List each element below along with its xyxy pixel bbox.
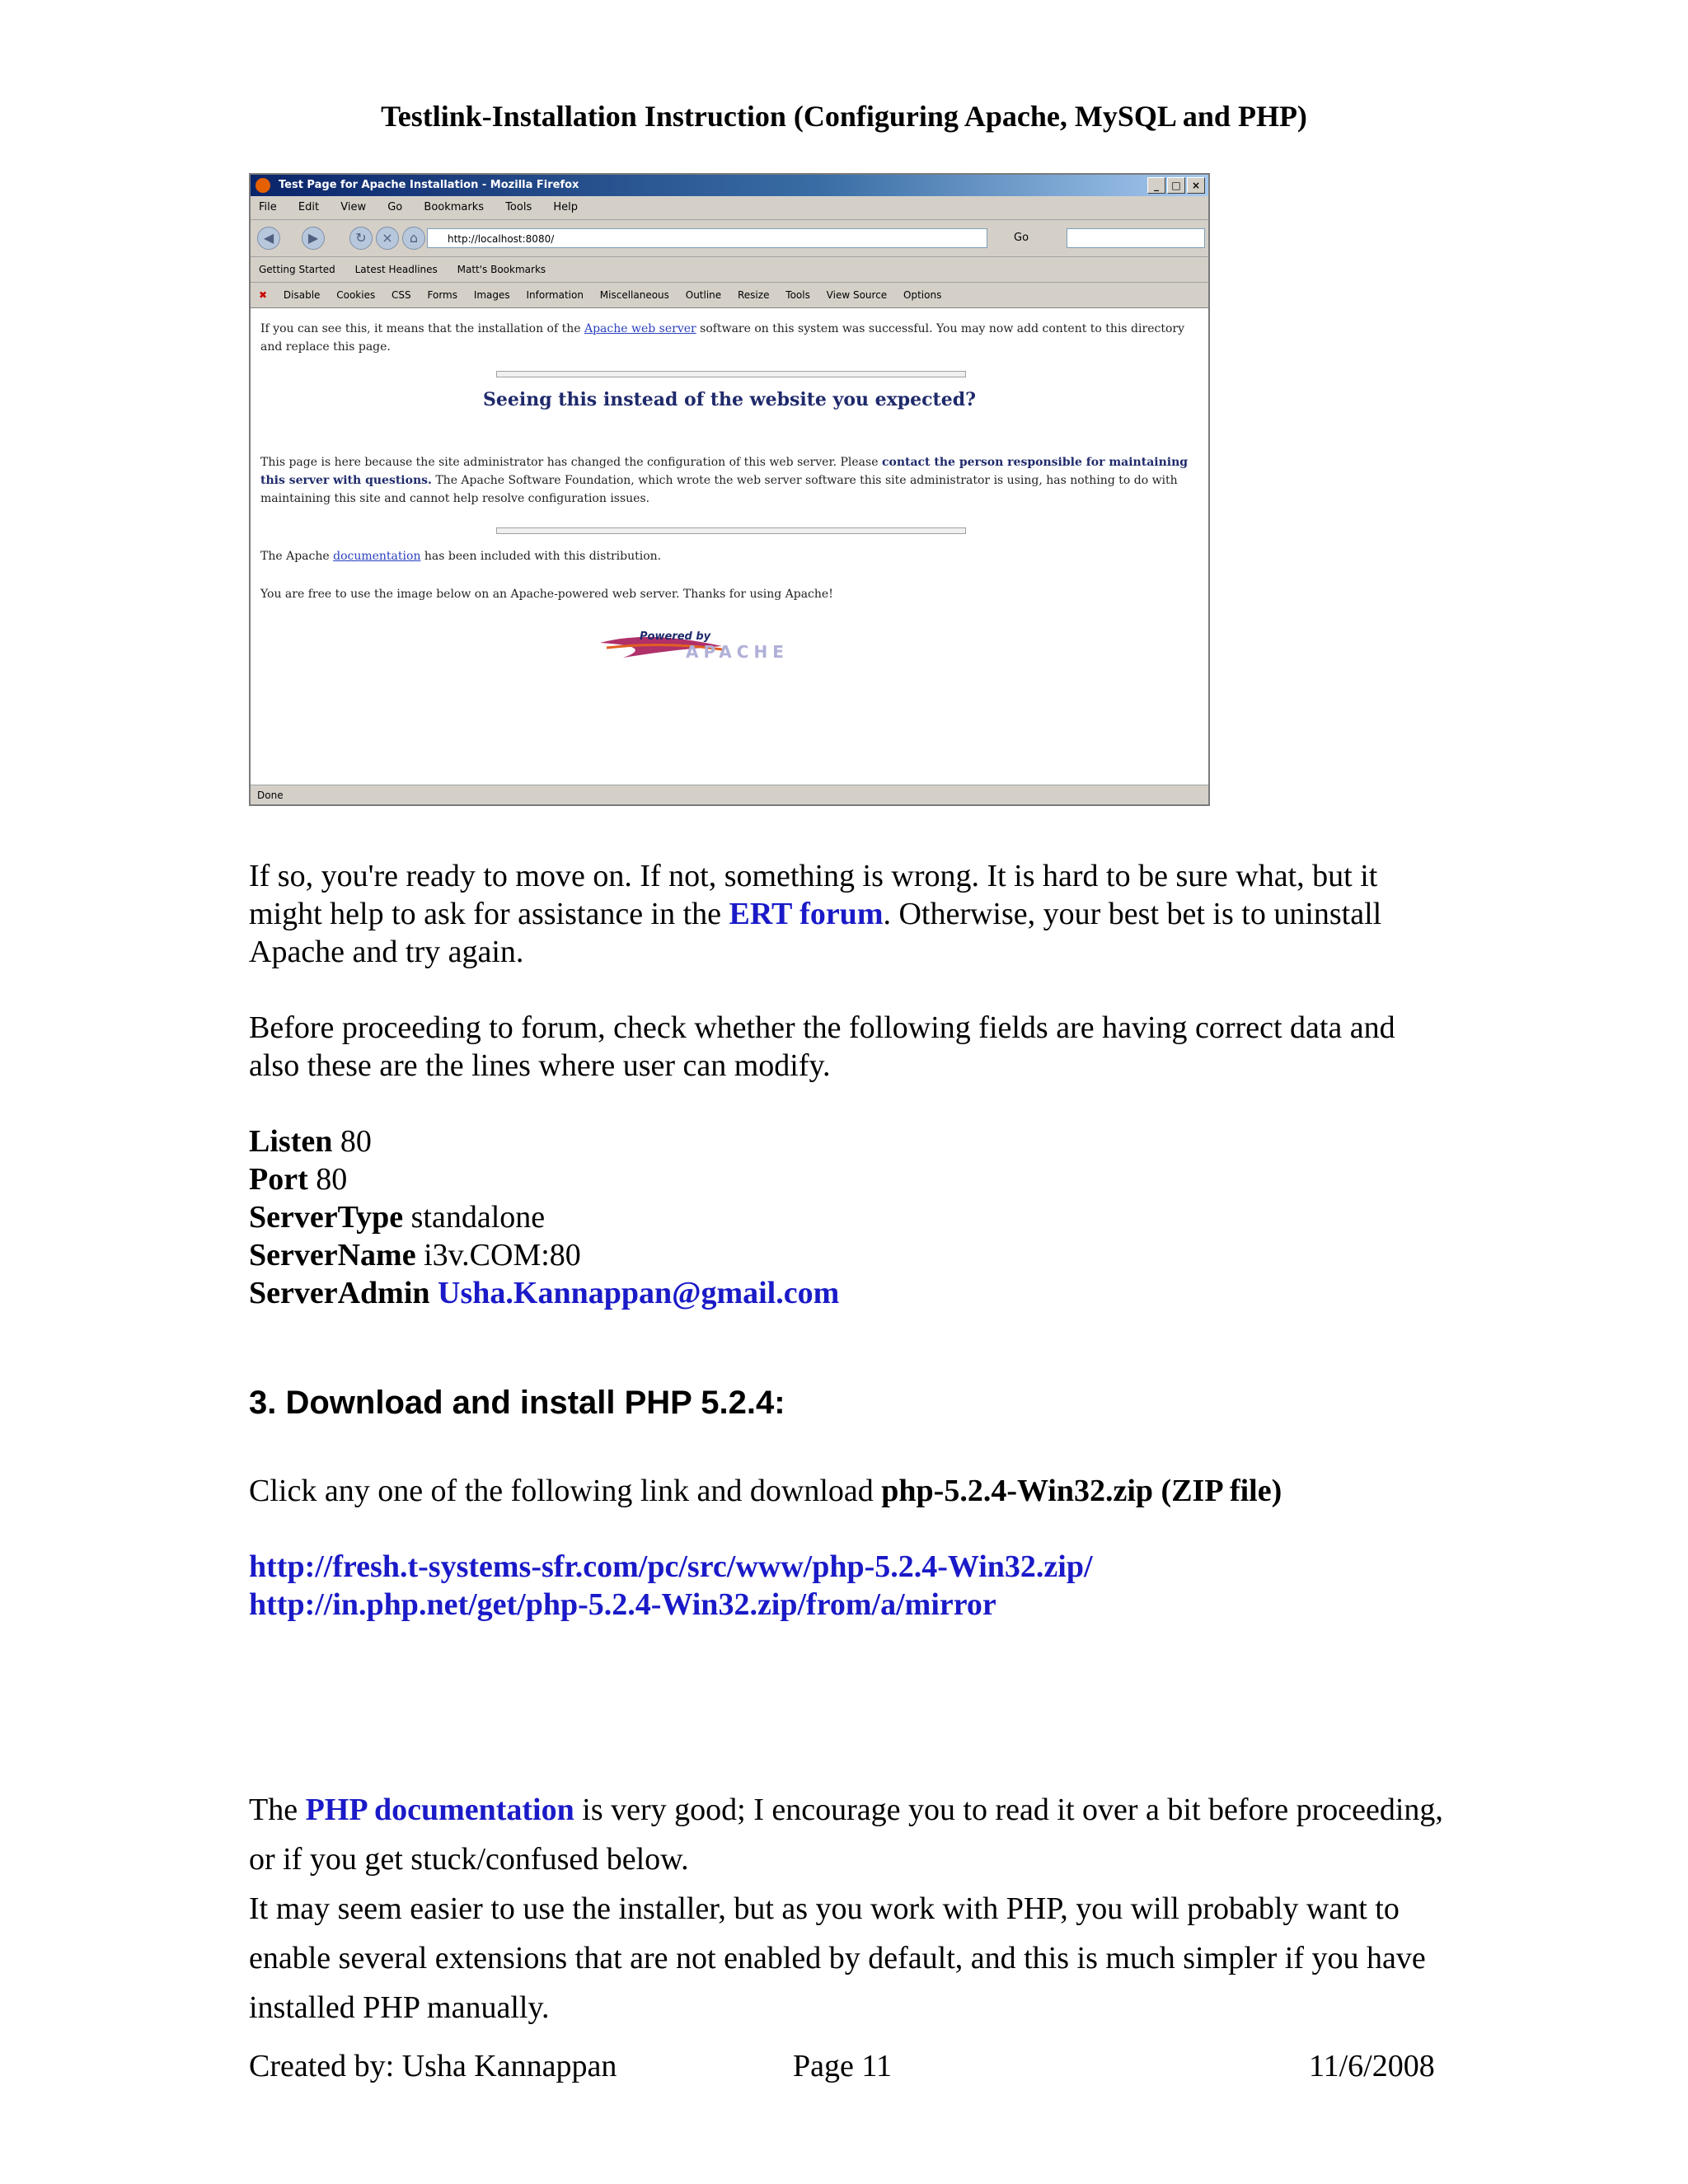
dev-forms[interactable]: Forms	[427, 289, 457, 301]
config-serveradmin: ServerAdmin Usha.Kannappan@gmail.com	[249, 1276, 840, 1310]
apache-doc-text: The Apache documentation has been included with this distribution.	[260, 550, 662, 563]
reload-icon[interactable]: ↻	[349, 227, 373, 250]
stop-icon[interactable]: ×	[376, 227, 399, 250]
logo-powered-by: Powered by	[640, 630, 711, 643]
menu-bookmarks[interactable]: Bookmarks	[424, 201, 485, 213]
config-list	[249, 1122, 1452, 1312]
logo-apache: APACHE	[686, 642, 789, 662]
documentation-link[interactable]: documentation	[333, 550, 421, 563]
footer-date: 11/6/2008	[1309, 2049, 1435, 2083]
menu-tools[interactable]: Tools	[505, 201, 532, 213]
php-download-link-2[interactable]: http://in.php.net/get/php-5.2.4-Win32.zip/from/a/mirror	[249, 1587, 996, 1622]
divider	[496, 371, 966, 377]
powered-by-apache-logo	[598, 625, 854, 666]
browser-page-content	[251, 308, 1208, 785]
dev-tools[interactable]: Tools	[785, 289, 810, 301]
footer-page-number: Page 11	[793, 2049, 892, 2083]
go-button[interactable]: Go	[1014, 232, 1029, 244]
dev-css[interactable]: CSS	[392, 289, 411, 301]
bookmark-matts-bookmarks[interactable]: Matt's Bookmarks	[457, 264, 546, 275]
menu-edit[interactable]: Edit	[298, 201, 320, 213]
maximize-icon[interactable]: □	[1167, 177, 1185, 194]
firefox-icon	[256, 178, 270, 193]
footer-created-by: Created by: Usha Kannappan	[249, 2049, 617, 2083]
close-icon[interactable]: ×	[1187, 177, 1205, 194]
minimize-icon[interactable]: _	[1147, 177, 1165, 194]
search-input[interactable]	[1067, 228, 1205, 248]
bookmarks-toolbar	[251, 257, 1208, 283]
php-documentation-link[interactable]: PHP documentation	[305, 1793, 574, 1827]
section-heading: 3. Download and install PHP 5.2.4:	[249, 1385, 785, 1421]
dev-disable[interactable]: Disable	[283, 289, 321, 301]
installer-paragraph: It may seem easier to use the installer, but as you work with PHP, you will probably want to enable several extensions that are not enabled by default, and this is much simpler if you have installed PHP manually.	[249, 1891, 1426, 2025]
dev-cookies[interactable]: Cookies	[336, 289, 376, 301]
dev-view-source[interactable]: View Source	[826, 289, 888, 301]
config-servertype: ServerType standalone	[249, 1200, 546, 1235]
apache-explanation-text: This page is here because the site administrator has changed the configuration of this web server. Please contact the person responsible for maintaining this server with questions. The Apache Software Foundation, which wrote the web server software this site administrator is using, has nothing to do with maintaining this site and cannot help resolve configuration issues.	[260, 456, 1189, 505]
bookmark-getting-started[interactable]: Getting Started	[259, 264, 335, 275]
php-doc-paragraph: The PHP documentation is very good; I encourage you to read it over a bit before proceeding, or if you get stuck/confused below.	[249, 1793, 1443, 1877]
dev-miscellaneous[interactable]: Miscellaneous	[599, 289, 669, 301]
config-port: Port 80	[249, 1162, 348, 1197]
dev-images[interactable]: Images	[473, 289, 510, 301]
dev-resize[interactable]: Resize	[738, 289, 770, 301]
ert-forum-link[interactable]: ERT forum	[729, 897, 884, 931]
config-servername: ServerName i3v.COM:80	[249, 1238, 581, 1272]
download-instruction: Click any one of the following link and download php-5.2.4-Win32.zip (ZIP file)	[249, 1474, 1282, 1508]
forward-icon[interactable]: ▶	[302, 227, 325, 250]
apache-free-use-text: You are free to use the image below on an Apache-powered web server. Thanks for using Apache!	[260, 588, 833, 601]
home-icon[interactable]: ⌂	[402, 227, 425, 250]
apache-page-heading: Seeing this instead of the website you expected?	[483, 389, 976, 410]
web-developer-toolbar	[251, 283, 1208, 309]
back-icon[interactable]: ◀	[257, 227, 280, 250]
disable-icon: ✖	[259, 289, 268, 301]
apache-web-server-link[interactable]: Apache web server	[584, 322, 696, 335]
menu-file[interactable]: File	[259, 201, 277, 213]
browser-titlebar	[251, 175, 1208, 196]
browser-window-title: Test Page for Apache Installation - Mozilla Firefox	[279, 179, 579, 191]
download-links	[249, 1548, 1452, 1624]
browser-statusbar: Done	[251, 785, 1208, 804]
serveradmin-email-link[interactable]: Usha.Kannappan@gmail.com	[438, 1276, 840, 1310]
menu-help[interactable]: Help	[553, 201, 578, 213]
dev-outline[interactable]: Outline	[685, 289, 722, 301]
document-title: Testlink-Installation Instruction (Configuring Apache, MySQL and PHP)	[381, 100, 1307, 133]
apache-intro-text: If you can see this, it means that the installation of the Apache web server software on this system was successful. You may now add content to this directory and replace this page.	[260, 322, 1184, 354]
php-download-link-1[interactable]: http://fresh.t-systems-sfr.com/pc/src/www/php-5.2.4-Win32.zip/	[249, 1549, 1093, 1584]
divider	[496, 527, 966, 534]
bookmark-latest-headlines[interactable]: Latest Headlines	[354, 264, 438, 275]
ready-paragraph: If so, you're ready to move on. If not, something is wrong. It is hard to be sure what, but it might help to ask for assistance in the ERT forum. Otherwise, your best bet is to uninstall Apache and try again.	[249, 859, 1382, 969]
menu-view[interactable]: View	[340, 201, 367, 213]
config-listen: Listen 80	[249, 1124, 372, 1159]
check-fields-paragraph: Before proceeding to forum, check whether the following fields are having correct data and also these are the lines where user can modify.	[249, 1010, 1395, 1083]
dev-information[interactable]: Information	[526, 289, 584, 301]
url-input[interactable]: http://localhost:8080/	[427, 228, 987, 248]
browser-screenshot	[249, 173, 1210, 806]
browser-menubar	[251, 196, 1208, 220]
dev-options[interactable]: Options	[903, 289, 942, 301]
browser-navbar	[251, 220, 1208, 257]
menu-go[interactable]: Go	[387, 201, 403, 213]
